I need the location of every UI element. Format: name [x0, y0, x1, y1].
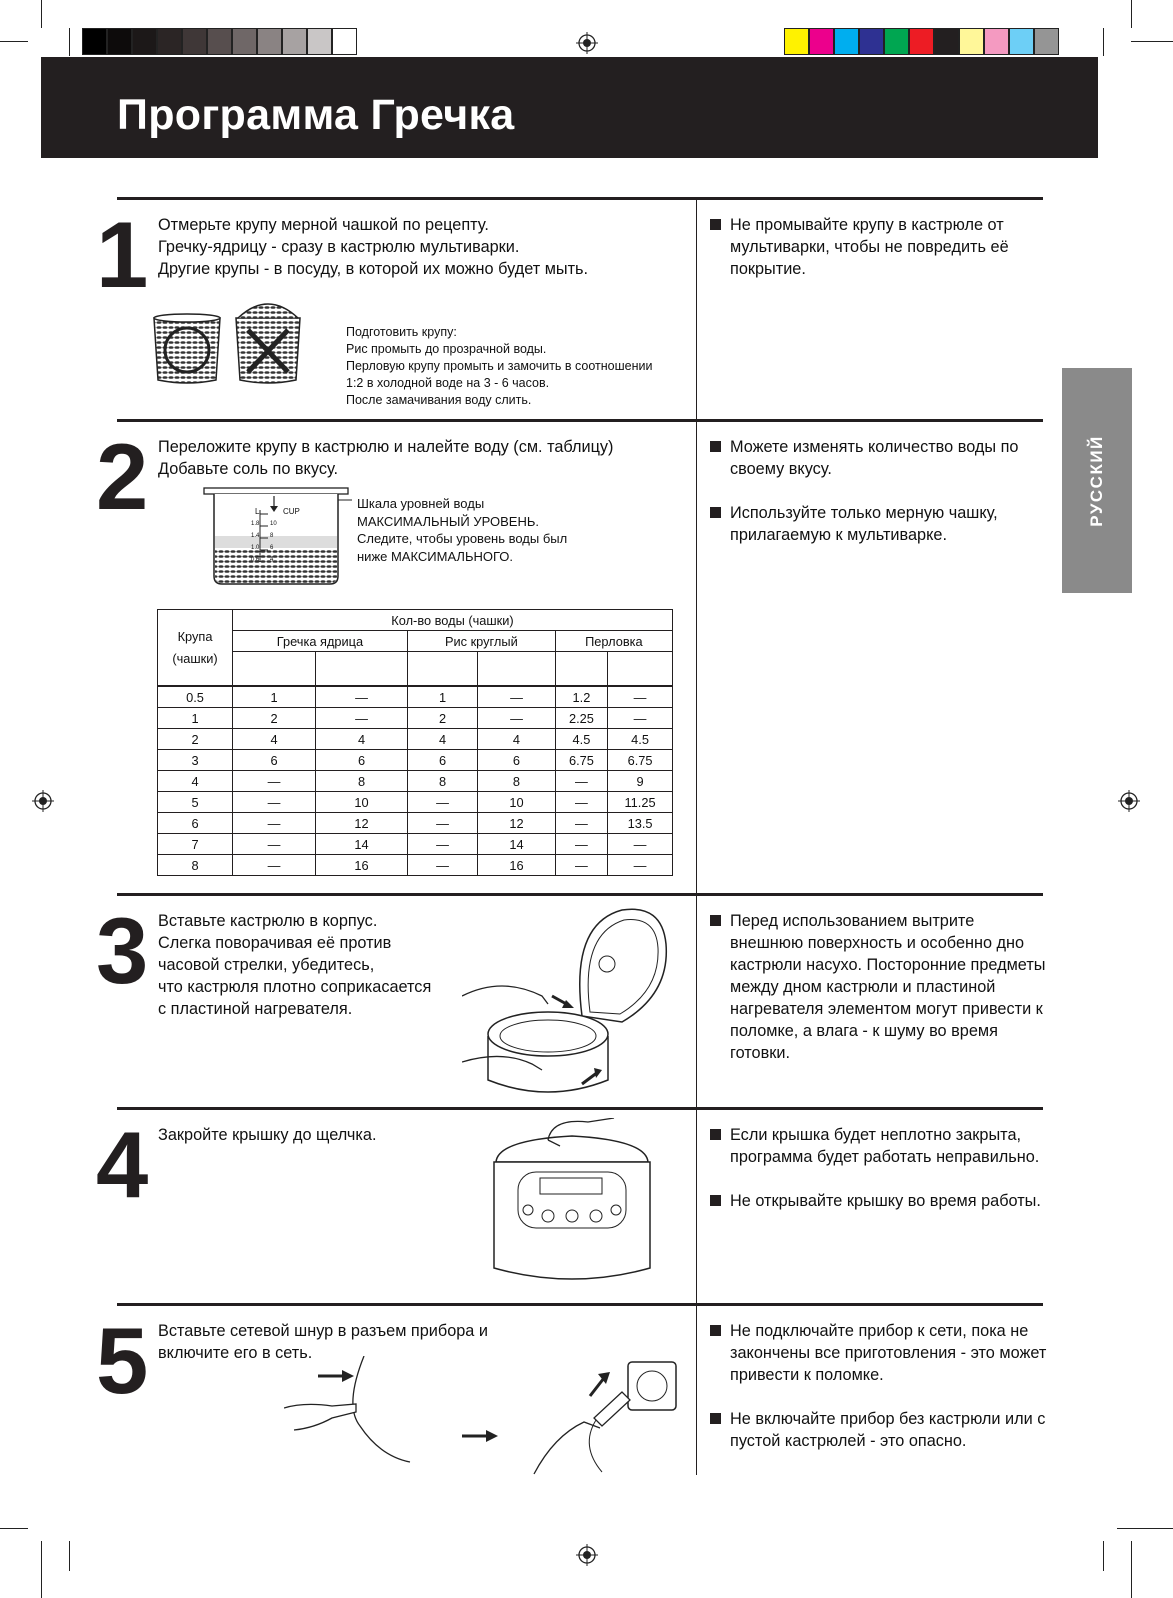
- color-swatch: [909, 28, 934, 55]
- water-amount-cell: —: [608, 855, 673, 876]
- scale-right-values: [270, 518, 277, 566]
- bullet-icon: [710, 441, 721, 452]
- text-line: 1:2 в холодной воде на 3 - 6 часов.: [346, 376, 550, 390]
- table-row: [158, 686, 673, 708]
- water-amount-cell: 2.25: [555, 708, 607, 729]
- language-tab: [1062, 368, 1132, 593]
- table-row: [158, 708, 673, 729]
- note-text: Не открывайте крышку во время работы.: [730, 1192, 1041, 1210]
- step-number: 3: [96, 898, 146, 1003]
- text-line: Добавьте соль по вкусу.: [158, 460, 338, 478]
- step-number: 5: [96, 1308, 146, 1413]
- water-column-header: Кол-во воды (чашки): [233, 610, 673, 631]
- text-line: Следите, чтобы уровень воды был: [357, 531, 568, 546]
- water-amount-cell: 1.2: [555, 686, 607, 708]
- water-amount-cell: —: [316, 708, 408, 729]
- language-tab-label: РУССКИЙ: [1087, 434, 1106, 527]
- group-header: Рис круглый: [407, 631, 555, 652]
- water-amount-cell: 2: [233, 708, 316, 729]
- groat-amount-cell: 6: [158, 813, 233, 834]
- water-amount-cell: —: [233, 813, 316, 834]
- bullet-icon: [710, 1195, 721, 1206]
- color-swatch: [332, 28, 357, 55]
- table-row: [158, 855, 673, 876]
- crop-mark: [1131, 41, 1173, 42]
- water-amount-cell: 12: [316, 813, 408, 834]
- water-amount-cell: 6.75: [555, 750, 607, 771]
- table-row: [158, 834, 673, 855]
- groat-amount-cell: 5: [158, 792, 233, 813]
- water-amount-cell: 4.5: [608, 729, 673, 750]
- table-row: [158, 750, 673, 771]
- table-blank-cell: [478, 652, 556, 687]
- bullet-icon: [710, 219, 721, 230]
- step-3-notes: [710, 910, 1050, 1064]
- note-text: Не подключайте прибор к сети, пока не закончены все приготовления - это может привести к поломке.: [730, 1322, 1047, 1384]
- groat-amount-cell: 0.5: [158, 686, 233, 708]
- text-line: с пластиной нагревателя.: [158, 1000, 353, 1018]
- color-swatch: [207, 28, 232, 55]
- water-amount-cell: 6: [407, 750, 477, 771]
- crop-mark: [41, 1541, 42, 1598]
- column-divider: [696, 200, 697, 1475]
- note-text: Не промывайте крупу в кастрюле от мультиварки, чтобы не повредить её покрытие.: [730, 216, 1009, 278]
- text-line: Вставьте кастрюлю в корпус.: [158, 912, 378, 930]
- crop-mark: [0, 41, 28, 42]
- groat-amount-cell: 8: [158, 855, 233, 876]
- groat-column-header: [158, 610, 233, 687]
- water-amount-cell: 10: [478, 792, 556, 813]
- color-swatch: [959, 28, 984, 55]
- water-amount-cell: 10: [316, 792, 408, 813]
- step-1-notes: [710, 214, 1050, 280]
- text-line: Закройте крышку до щелчка.: [158, 1126, 377, 1144]
- header-label: Крупа: [177, 628, 213, 644]
- color-swatch: [232, 28, 257, 55]
- step-number: 1: [96, 202, 146, 307]
- text-line: Подготовить крупу:: [346, 325, 457, 339]
- scale-value: 10: [270, 521, 277, 527]
- step-4-notes: [710, 1124, 1050, 1212]
- text-line: После замачивания воду слить.: [346, 393, 532, 407]
- table-blank-cell: [233, 652, 316, 687]
- step-divider: [117, 419, 1043, 422]
- text-line: что кастрюля плотно соприкасается: [158, 978, 432, 996]
- crop-mark: [69, 1541, 70, 1571]
- water-amount-cell: 1: [233, 686, 316, 708]
- scale-unit-cups: CUP: [283, 507, 300, 516]
- table-blank-cell: [608, 652, 673, 687]
- table-blank-cell: [555, 652, 607, 687]
- text-line: ниже МАКСИМАЛЬНОГО.: [357, 548, 514, 564]
- groat-amount-cell: 2: [158, 729, 233, 750]
- registration-mark-icon: [576, 32, 598, 54]
- scale-unit-liters: L: [255, 507, 260, 516]
- bullet-icon: [710, 915, 721, 926]
- water-amount-cell: 16: [478, 855, 556, 876]
- bullet-icon: [710, 507, 721, 518]
- water-amount-cell: —: [555, 855, 607, 876]
- text-line: Другие крупы - в посуду, в которой их можно будет мыть.: [158, 260, 589, 278]
- step-2-text: [158, 436, 613, 480]
- bullet-icon: [710, 1129, 721, 1140]
- crop-mark: [1131, 1541, 1132, 1598]
- color-swatch: [884, 28, 909, 55]
- crop-mark: [1131, 0, 1132, 28]
- scale-left-values: [251, 518, 259, 566]
- water-amount-cell: —: [316, 686, 408, 708]
- table-row: [158, 771, 673, 792]
- table-row: [158, 813, 673, 834]
- step-divider: [117, 893, 1043, 896]
- crop-mark: [0, 1528, 28, 1529]
- registration-mark-icon: [32, 790, 54, 812]
- water-amount-cell: 4: [407, 729, 477, 750]
- table-row: [158, 729, 673, 750]
- crop-mark: [41, 0, 42, 28]
- text-line: Слегка поворачивая её против: [158, 934, 392, 952]
- step-4-text: [158, 1124, 376, 1146]
- table-blank-cell: [407, 652, 477, 687]
- scale-value: 6: [270, 545, 274, 551]
- water-amount-cell: 4: [316, 729, 408, 750]
- group-header: Перловка: [555, 631, 672, 652]
- water-amount-cell: 8: [407, 771, 477, 792]
- step-5-notes: [710, 1320, 1050, 1452]
- note-text: Перед использованием вытрите внешнюю поверхность и особенно дно кастрюли насухо. Посторонние предметы между дном кастрюли и пластиной нагревателя элементом могут привести к поломке, а влага - к шуму во время готовки.: [730, 912, 1046, 1062]
- header-unit: (чашки): [172, 650, 218, 666]
- page-title: Программа Гречка: [117, 91, 515, 139]
- note-text: Если крышка будет неплотно закрыта, программа будет работать неправильно.: [730, 1126, 1040, 1166]
- water-amount-cell: —: [555, 792, 607, 813]
- inner-pot-scale-illustration: [200, 484, 360, 590]
- water-amount-cell: 11.25: [608, 792, 673, 813]
- group-header: Гречка ядрица: [233, 631, 408, 652]
- step-divider: [117, 1107, 1043, 1110]
- groat-amount-cell: 1: [158, 708, 233, 729]
- color-swatch: [1034, 28, 1059, 55]
- color-swatch: [282, 28, 307, 55]
- water-amount-cell: —: [555, 771, 607, 792]
- water-amount-cell: —: [407, 813, 477, 834]
- color-swatch: [157, 28, 182, 55]
- step-divider: [117, 197, 1043, 200]
- bullet-icon: [710, 1413, 721, 1424]
- note-text: Используйте только мерную чашку, прилагаемую к мультиварке.: [730, 504, 998, 544]
- water-amount-cell: 6: [478, 750, 556, 771]
- water-amount-cell: 14: [316, 834, 408, 855]
- water-amount-cell: 6.75: [608, 750, 673, 771]
- color-swatch: [809, 28, 834, 55]
- close-lid-illustration: [488, 1118, 658, 1290]
- water-scale-callouts: [357, 495, 567, 565]
- registration-mark-icon: [1118, 790, 1140, 812]
- step-number: 2: [96, 424, 146, 529]
- text-line: МАКСИМАЛЬНЫЙ УРОВЕНЬ.: [357, 513, 539, 529]
- color-swatch: [934, 28, 959, 55]
- water-amount-cell: —: [407, 792, 477, 813]
- water-amount-cell: —: [478, 686, 556, 708]
- table-row: [158, 792, 673, 813]
- groat-amount-cell: 4: [158, 771, 233, 792]
- insert-pot-illustration: [462, 904, 682, 1100]
- water-amount-cell: 6: [316, 750, 408, 771]
- crop-mark: [1103, 28, 1104, 56]
- water-amount-cell: 8: [478, 771, 556, 792]
- crop-mark: [1117, 1528, 1173, 1529]
- grain-bowls-illustration: [150, 290, 310, 390]
- scale-value: 1.0: [251, 545, 260, 551]
- water-amount-cell: —: [555, 834, 607, 855]
- scale-value: 0.6: [251, 557, 260, 563]
- water-amount-cell: 6: [233, 750, 316, 771]
- step-1-text: [158, 214, 588, 280]
- water-amount-cell: —: [233, 771, 316, 792]
- water-ratio-table: [157, 609, 673, 876]
- text-line: Вставьте сетевой шнур в разъем прибора и: [158, 1322, 488, 1340]
- note-text: Можете изменять количество воды по своему вкусу.: [730, 438, 1019, 478]
- color-swatch: [1009, 28, 1034, 55]
- color-swatch: [82, 28, 107, 55]
- scale-value: 1.8: [251, 521, 260, 527]
- water-amount-cell: 4: [478, 729, 556, 750]
- step-divider: [117, 1303, 1043, 1306]
- text-line: включите его в сеть.: [158, 1344, 313, 1362]
- water-amount-cell: —: [608, 686, 673, 708]
- text-line: Шкала уровней воды: [357, 496, 485, 511]
- groat-amount-cell: 3: [158, 750, 233, 771]
- note-text: Не включайте прибор без кастрюли или с пустой кастрюлей - это опасно.: [730, 1410, 1046, 1450]
- color-swatch: [984, 28, 1009, 55]
- groat-amount-cell: 7: [158, 834, 233, 855]
- text-line: Переложите крупу в кастрюлю и налейте воду (см. таблицу): [158, 438, 614, 456]
- prep-instructions: [346, 324, 652, 409]
- text-line: Гречку-ядрицу - сразу в кастрюлю мультиварки.: [158, 238, 520, 256]
- water-amount-cell: —: [407, 834, 477, 855]
- step-3-text: [158, 910, 431, 1020]
- water-amount-cell: 4.5: [555, 729, 607, 750]
- water-amount-cell: —: [608, 708, 673, 729]
- water-amount-cell: —: [233, 855, 316, 876]
- water-amount-cell: 13.5: [608, 813, 673, 834]
- water-amount-cell: —: [407, 855, 477, 876]
- water-amount-cell: 2: [407, 708, 477, 729]
- water-amount-cell: —: [608, 834, 673, 855]
- text-line: Перловую крупу промыть и замочить в соотношении: [346, 359, 653, 373]
- water-amount-cell: 4: [233, 729, 316, 750]
- color-swatch: [182, 28, 207, 55]
- text-line: Рис промыть до прозрачной воды.: [346, 342, 547, 356]
- scale-value: 8: [270, 533, 274, 539]
- water-amount-cell: 9: [608, 771, 673, 792]
- color-swatch: [107, 28, 132, 55]
- water-amount-cell: —: [233, 792, 316, 813]
- water-amount-cell: 1: [407, 686, 477, 708]
- registration-mark-icon: [576, 1544, 598, 1566]
- color-swatch: [834, 28, 859, 55]
- color-swatch: [307, 28, 332, 55]
- plug-in-illustration: [284, 1356, 684, 1476]
- water-amount-cell: 12: [478, 813, 556, 834]
- color-swatch: [257, 28, 282, 55]
- crop-mark: [69, 28, 70, 56]
- water-amount-cell: —: [478, 708, 556, 729]
- crop-mark: [1103, 1541, 1104, 1571]
- step-number: 4: [96, 1112, 146, 1217]
- color-swatch: [132, 28, 157, 55]
- table-blank-cell: [316, 652, 408, 687]
- text-line: Отмерьте крупу мерной чашкой по рецепту.: [158, 216, 489, 234]
- water-amount-cell: 14: [478, 834, 556, 855]
- water-amount-cell: 16: [316, 855, 408, 876]
- scale-value: 4: [270, 557, 274, 563]
- scale-value: 1.4: [251, 533, 260, 539]
- bullet-icon: [710, 1325, 721, 1336]
- water-amount-cell: —: [233, 834, 316, 855]
- color-swatch: [859, 28, 884, 55]
- step-2-notes: [710, 436, 1050, 546]
- color-swatch: [784, 28, 809, 55]
- text-line: часовой стрелки, убедитесь,: [158, 956, 375, 974]
- water-amount-cell: 8: [316, 771, 408, 792]
- water-amount-cell: —: [555, 813, 607, 834]
